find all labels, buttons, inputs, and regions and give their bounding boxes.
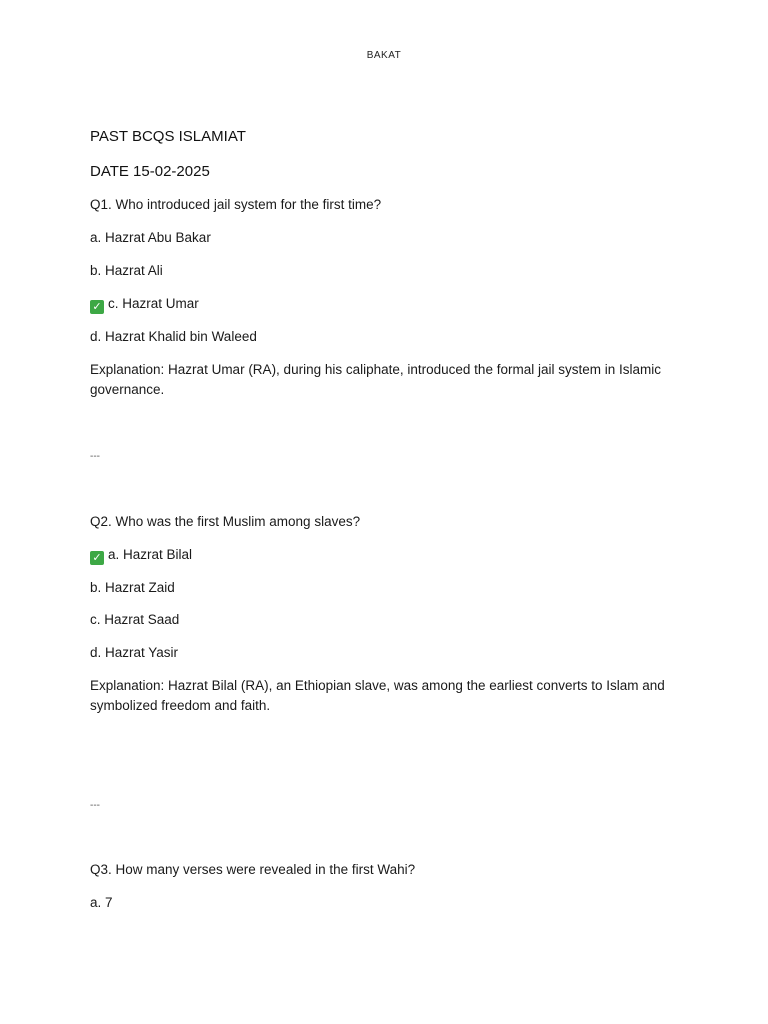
question-2: Q2. Who was the first Muslim among slaves? <box>90 514 361 529</box>
page-title: PAST BCQS ISLAMIAT <box>90 128 246 145</box>
question-3: Q3. How many verses were revealed in the first Wahi? <box>90 862 416 877</box>
q1-explanation: Explanation: Hazrat Umar (RA), during his caliphate, introduced the formal jail system in Islamic governance. <box>90 362 661 397</box>
q2-option-a-label: a. Hazrat Bilal <box>108 547 193 562</box>
q1-option-b: b. Hazrat Ali <box>90 263 163 278</box>
q1-option-c-correct <box>90 294 690 314</box>
q2-option-d: d. Hazrat Yasir <box>90 645 179 660</box>
separator-2: --- <box>90 800 100 811</box>
q1-option-d: d. Hazrat Khalid bin Waleed <box>90 329 257 344</box>
page-header-brand: BAKAT <box>366 50 402 61</box>
question-1: Q1. Who introduced jail system for the first time? <box>90 197 382 212</box>
date-line: DATE 15-02-2025 <box>90 163 210 180</box>
separator-1: --- <box>90 451 100 462</box>
q2-option-b: b. Hazrat Zaid <box>90 580 175 595</box>
check-mark-icon: ✓ <box>90 551 104 565</box>
q2-explanation: Explanation: Hazrat Bilal (RA), an Ethiopian slave, was among the earliest converts to Islam and symbolized freedom and faith. <box>90 678 665 713</box>
q1-option-a: a. Hazrat Abu Bakar <box>90 230 211 245</box>
q2-option-a-correct <box>90 545 690 565</box>
q3-option-a: a. 7 <box>90 895 113 910</box>
check-mark-icon: ✓ <box>90 300 104 314</box>
q2-option-c: c. Hazrat Saad <box>90 612 180 627</box>
q1-option-c-label: c. Hazrat Umar <box>108 296 199 311</box>
